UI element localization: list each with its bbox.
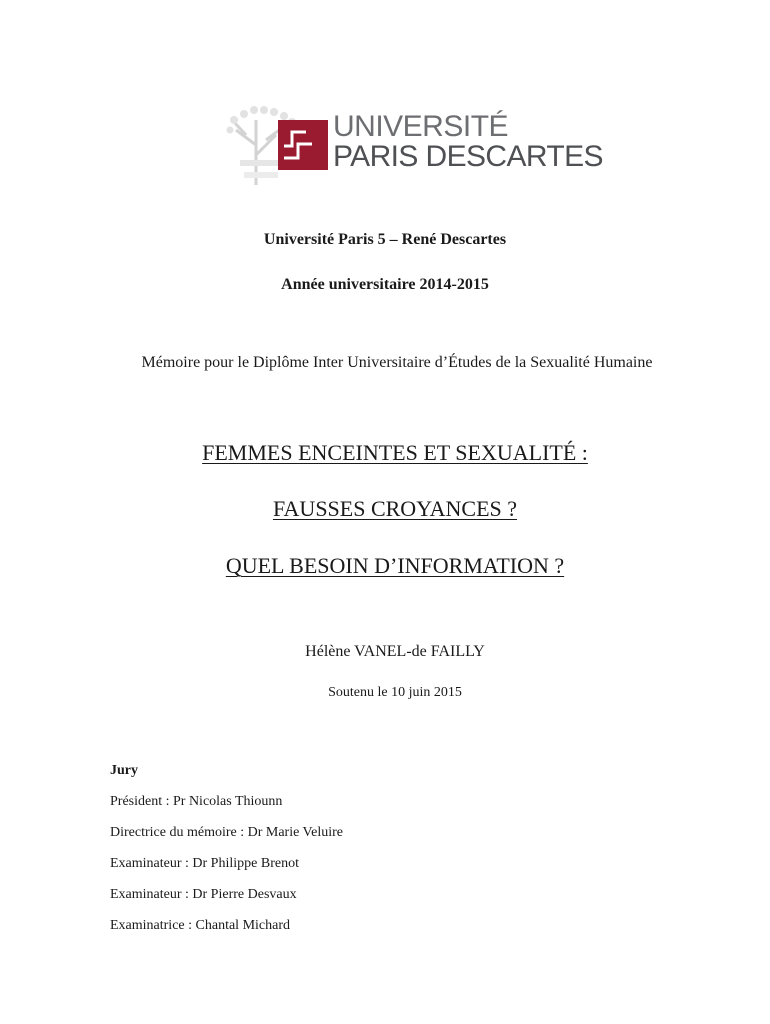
title-line-3: QUEL BESOIN D’INFORMATION ? <box>225 553 565 578</box>
jury-member: Directrice du mémoire : Dr Marie Veluire <box>110 825 343 840</box>
defense-date: Soutenu le 10 juin 2015 <box>328 685 462 700</box>
tree-emblem-icon <box>226 100 338 192</box>
author-name: Hélène VANEL-de FAILLY <box>305 643 485 660</box>
logo-line-2: PARIS DESCARTES <box>333 140 603 173</box>
jury-member: Examinateur : Dr Philippe Brenot <box>110 856 299 871</box>
title-line-1: FEMMES ENCEINTES ET SEXUALITÉ : <box>202 440 588 465</box>
jury-member: Examinatrice : Chantal Michard <box>110 918 290 933</box>
jury-member: Président : Pr Nicolas Thiounn <box>110 794 283 809</box>
university-name: Université Paris 5 – René Descartes <box>263 231 507 248</box>
logo-line-1: UNIVERSITÉ <box>333 110 509 143</box>
university-logo <box>226 100 603 192</box>
academic-year: Année universitaire 2014-2015 <box>281 276 489 293</box>
title-line-2: FAUSSES CROYANCES ? <box>272 496 518 521</box>
jury-member: Examinateur : Dr Pierre Desvaux <box>110 887 297 902</box>
thesis-type: Mémoire pour le Diplôme Inter Universitaire d’Études de la Sexualité Humaine <box>141 354 653 371</box>
jury-heading: Jury <box>110 763 138 778</box>
